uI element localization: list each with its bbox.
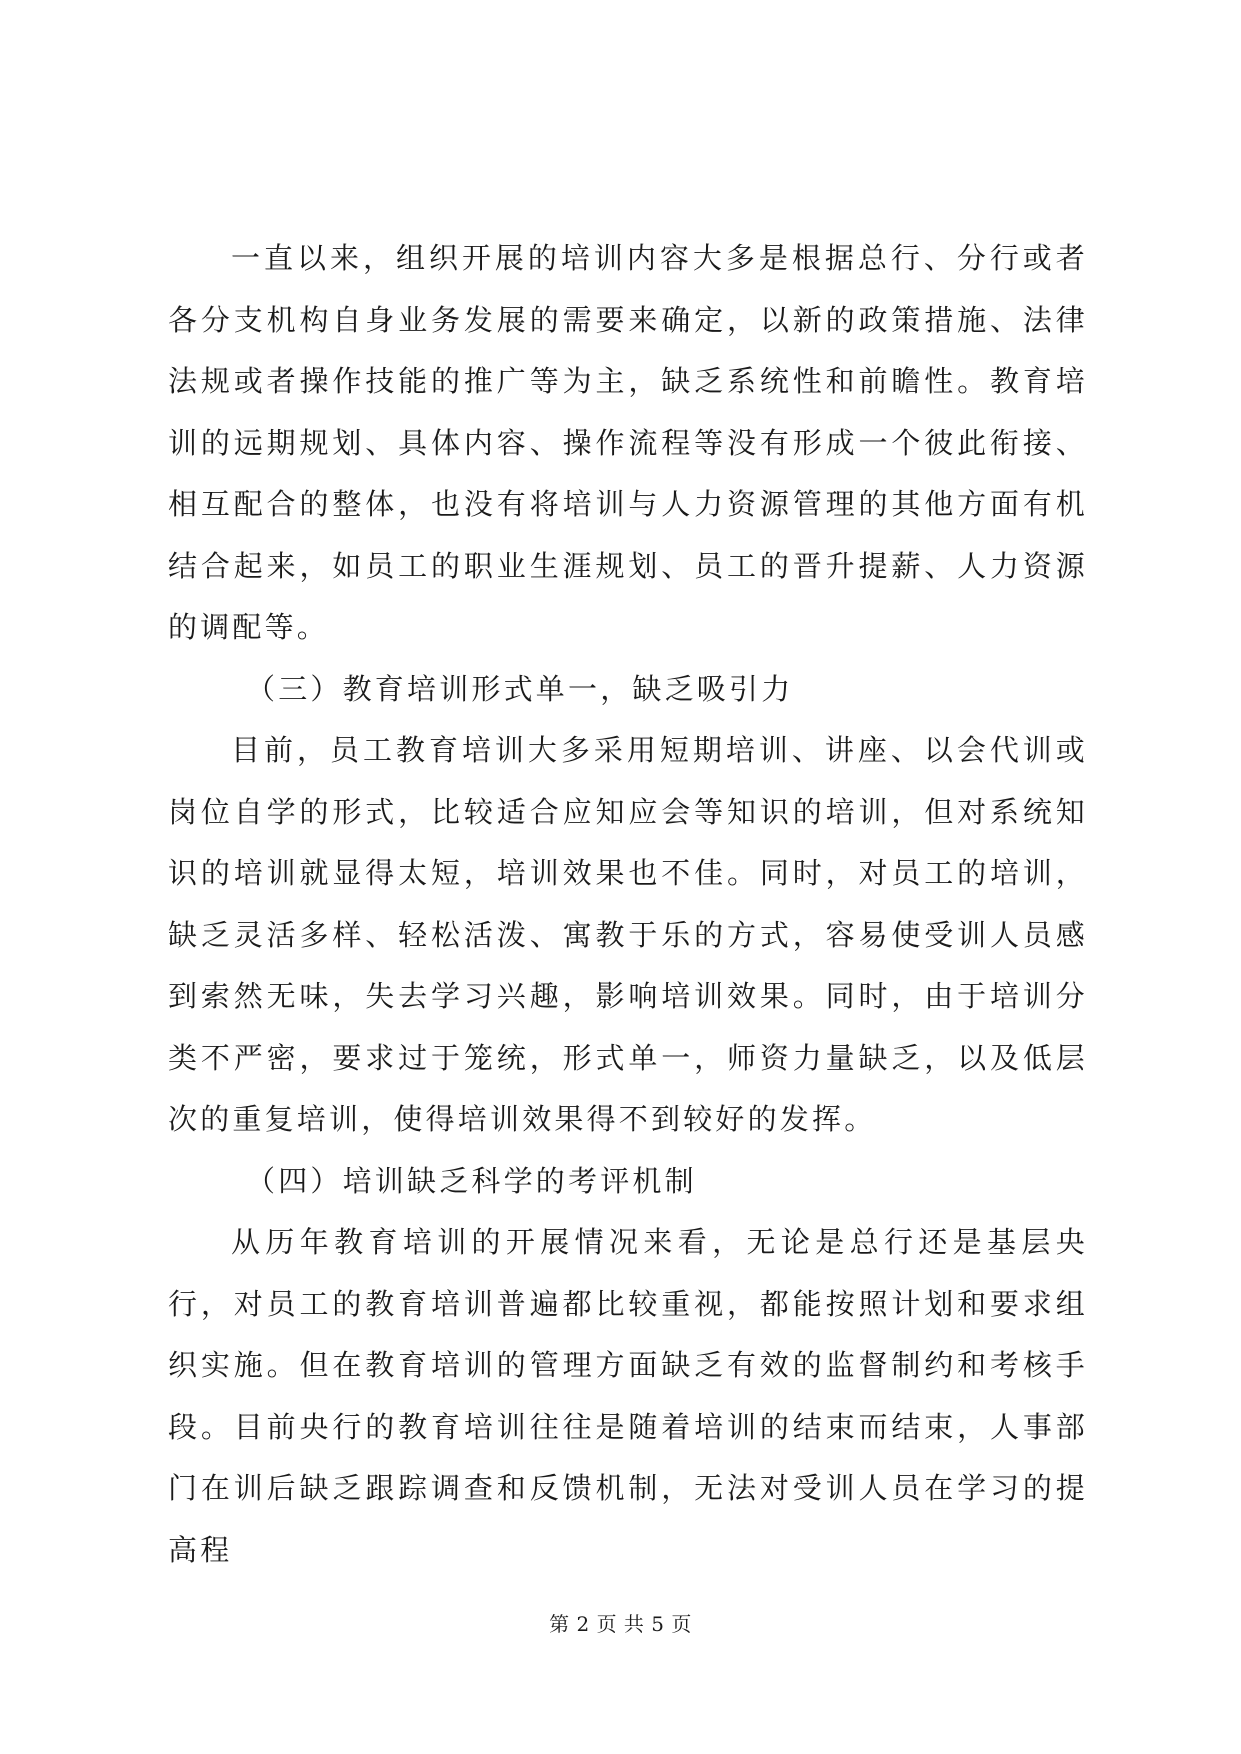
document-body (168, 228, 1088, 1581)
section-heading-4: （四）培训缺乏科学的考评机制 (246, 1163, 697, 1198)
page-number-footer: 第 2 页 共 5 页 (549, 1612, 692, 1636)
section-heading-3: （三）教育培训形式单一，缺乏吸引力 (246, 671, 794, 706)
paragraph-evaluation-mechanism: 从历年教育培训的开展情况来看，无论是总行还是基层央行，对员工的教育培训普遍都比较重视，都能按照计划和要求组织实施。但在教育培训的管理方面缺乏有效的监督制约和考核手段。目前央行的教育培训往往是随着培训的结束而结束，人事部门在训后缺乏跟踪调查和反馈机制，无法对受训人员在学习的提高程 (168, 1225, 1088, 1567)
paragraph-training-content: 一直以来，组织开展的培训内容大多是根据总行、分行或者各分支机构自身业务发展的需要来确定，以新的政策措施、法律法规或者操作技能的推广等为主，缺乏系统性和前瞻性。教育培训的远期规划、具体内容、操作流程等没有形成一个彼此衔接、相互配合的整体，也没有将培训与人力资源管理的其他方面有机结合起来，如员工的职业生涯规划、员工的晋升提薪、人力资源的调配等。 (168, 241, 1088, 644)
paragraph-training-format: 目前，员工教育培训大多采用短期培训、讲座、以会代训或岗位自学的形式，比较适合应知应会等知识的培训，但对系统知识的培训就显得太短，培训效果也不佳。同时，对员工的培训，缺乏灵活多样、轻松活泼、寓教于乐的方式，容易使受训人员感到索然无味，失去学习兴趣，影响培训效果。同时，由于培训分类不严密，要求过于笼统，形式单一，师资力量缺乏，以及低层次的重复培训，使得培训效果得不到较好的发挥。 (168, 733, 1088, 1136)
